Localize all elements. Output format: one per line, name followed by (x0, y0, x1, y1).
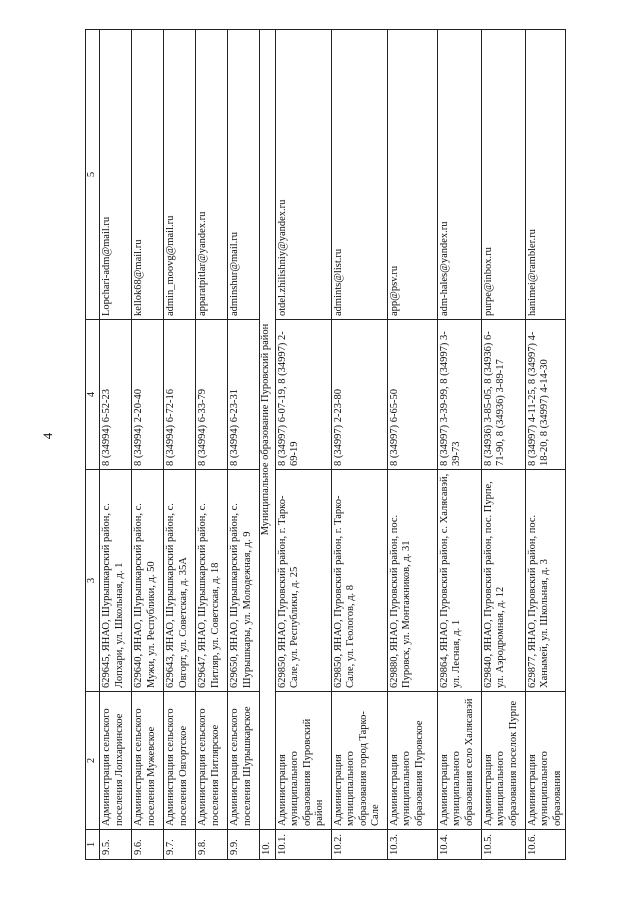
postal-address: 629640, ЯНАО, Шурышкарский район, с. Мужи, ул. Республики, д. 50 (132, 470, 164, 692)
email-address: Lopchari-adm@mail.ru (100, 30, 132, 320)
table-row (196, 30, 228, 860)
organization-name: Администрация сельского поселения Шурышкарское (228, 692, 260, 830)
table-row (164, 30, 196, 860)
phone-number: 8 (34997) 6-07-19, 8 (34997) 2-69-19 (275, 320, 331, 470)
row-number: 9.8. (196, 830, 228, 860)
postal-address: 629864, ЯНАО, Пуровский район, с. Халясавэй, ул. Лесная, д. 1 (437, 470, 481, 692)
phone-number: 8 (34994) 2-20-40 (132, 320, 164, 470)
organization-name: Администрация муниципального образования село Халясавэй (437, 692, 481, 830)
email-address: otdel.zhilishniy@yandex.ru (275, 30, 331, 320)
postal-address: 629880, ЯНАО, Пуровский район, пос. Пуровск, ул. Монтажников, д. 31 (387, 470, 437, 692)
row-number: 10.4. (437, 830, 481, 860)
email-address: kellok68@mail.ru (132, 30, 164, 320)
postal-address: 629645, ЯНАО, Шурышкарский район, с. Лопхари, ул. Школьная, д. 1 (100, 470, 132, 692)
row-number: 10.2. (331, 830, 387, 860)
row-number: 9.7. (164, 830, 196, 860)
row-number: 10.1. (275, 830, 331, 860)
table-row (481, 30, 525, 860)
row-number: 10.3. (387, 830, 437, 860)
phone-number: 8 (34997) 3-39-99, 8 (34997) 3-39-73 (437, 320, 481, 470)
postal-address: 629840, ЯНАО, Пуровский район, пос. Пурпе, ул. Аэродромная, д. 12 (481, 470, 525, 692)
page-number: 4 (40, 432, 55, 440)
organization-name: Администрация муниципального образования Пуровский район (275, 692, 331, 830)
organization-name: Администрация муниципального образования Пуровское (387, 692, 437, 830)
postal-address: 629647, ЯНАО, Шурышкарский район, с. Питляр, ул. Советская, д. 18 (196, 470, 228, 692)
email-address: purpe@inbox.ru (481, 30, 525, 320)
organization-name: Администрация муниципального образования (525, 692, 566, 830)
table-row (100, 30, 132, 860)
postal-address: 629877, ЯНАО, Пуровский район, пос. Ханымей, ул. Школьная, д. 3 (525, 470, 566, 692)
rotated-table-container (85, 30, 585, 860)
postal-address: 629643, ЯНАО, Шурышкарский район, с. Овгорт, ул. Советская, д. 35А (164, 470, 196, 692)
email-address: app@psv.ru (387, 30, 437, 320)
phone-number: 8 (34994) 6-23-31 (228, 320, 260, 470)
table-row (331, 30, 387, 860)
row-number: 9.9. (228, 830, 260, 860)
email-address: admin_moovg@mail.ru (164, 30, 196, 320)
phone-number: 8 (34997) 2-23-80 (331, 320, 387, 470)
phone-number: 8 (34997) 4-11-25, 8 (34997) 4-18-20, 8 (34997) 4-14-30 (525, 320, 566, 470)
contacts-table (85, 29, 566, 860)
column-number: 5 (86, 30, 100, 320)
column-number: 4 (86, 320, 100, 470)
phone-number: 8 (34936) 3-85-05, 8 (34936) 6-71-90, 8 (34936) 3-89-17 (481, 320, 525, 470)
column-number: 2 (86, 692, 100, 830)
email-address: adm-hales@yandex.ru (437, 30, 481, 320)
row-number: 10.5. (481, 830, 525, 860)
email-address: admints@list.ru (331, 30, 387, 320)
row-number: 9.6. (132, 830, 164, 860)
table-row (387, 30, 437, 860)
table-row (132, 30, 164, 860)
organization-name: Администрация сельского поселения Лопхаринское (100, 692, 132, 830)
organization-name: Администрация муниципального образования город Тарко-Сале (331, 692, 387, 830)
phone-number: 8 (34994) 6-72-16 (164, 320, 196, 470)
row-number: 9.5. (100, 830, 132, 860)
organization-name: Администрация сельского поселения Овгортское (164, 692, 196, 830)
postal-address: 629850, ЯНАО, Пуровский район, г. Тарко-Сале, ул. Геологов, д. 8 (331, 470, 387, 692)
organization-name: Администрация сельского поселения Питлярское (196, 692, 228, 830)
phone-number: 8 (34997) 6-65-50 (387, 320, 437, 470)
table-row (275, 30, 331, 860)
phone-number: 8 (34994) 6-52-23 (100, 320, 132, 470)
email-address: hanimei@rambler.ru (525, 30, 566, 320)
table-row (437, 30, 481, 860)
table-row (525, 30, 566, 860)
column-number: 1 (86, 830, 100, 860)
row-number: 10.6. (525, 830, 566, 860)
region-header-row (260, 30, 276, 860)
row-number: 10. (260, 830, 276, 860)
email-address: apparatpitlar@yandex.ru (196, 30, 228, 320)
email-address: adminshur@mail.ru (228, 30, 260, 320)
column-number-row (86, 30, 100, 860)
postal-address: 629650, ЯНАО, Шурышкарский район, с. Шурышкары, ул. Молодежная, д. 9 (228, 470, 260, 692)
column-number: 3 (86, 470, 100, 692)
postal-address: 629850, ЯНАО, Пуровский район, г. Тарко-Сале, ул. Республики, д. 25 (275, 470, 331, 692)
table-row (228, 30, 260, 860)
region-title: Муниципальное образование Пуровский район (260, 30, 276, 830)
phone-number: 8 (34994) 6-33-79 (196, 320, 228, 470)
organization-name: Администрация муниципального образования поселок Пурпе (481, 692, 525, 830)
organization-name: Администрация сельского поселения Мужевское (132, 692, 164, 830)
